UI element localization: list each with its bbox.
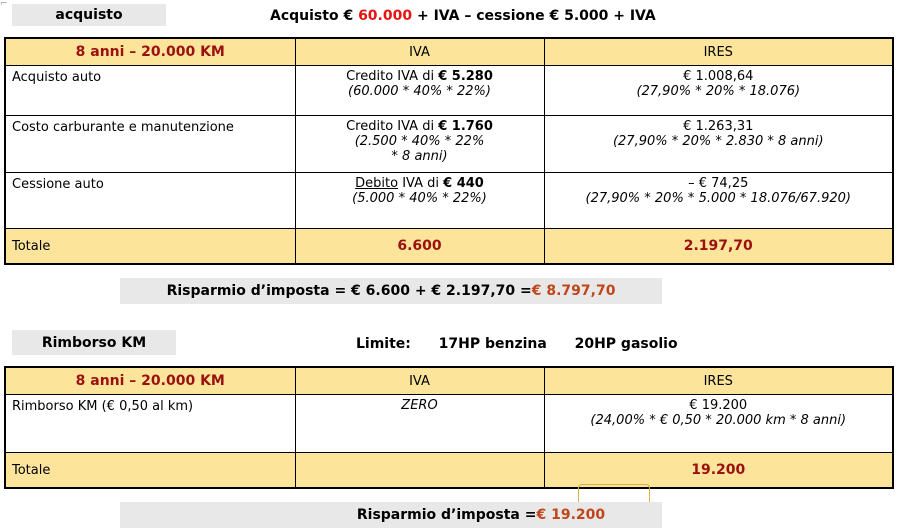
highlight-bracket (578, 484, 650, 503)
headline-suffix: + IVA – cessione € 5.000 + IVA (412, 8, 656, 24)
ires-cell (544, 116, 893, 173)
headline-price: 60.000 (358, 8, 413, 24)
header-period: 8 anni – 20.000 KM (5, 38, 295, 66)
iva-cell (295, 173, 544, 229)
savings-acquisto (120, 278, 662, 304)
table-row (5, 395, 893, 453)
limit-gasolio: 20HP gasolio (574, 336, 678, 352)
table-header-row (5, 367, 893, 395)
ires-note: (27,90% * 20% * 18.076) (636, 84, 801, 99)
iva-note: (2.500 * 40% * 22% (354, 134, 485, 149)
table-total-row (5, 453, 893, 489)
iva-amount: € 5.280 (438, 69, 493, 84)
section-label-acquisto: acquisto (12, 4, 166, 26)
total-iva: 6.600 (295, 229, 544, 265)
headline-prefix: Acquisto € (270, 8, 359, 24)
savings-text: Risparmio d’imposta = (356, 507, 537, 523)
row-label: Acquisto auto (5, 66, 295, 116)
header-ires: IRES (544, 38, 893, 66)
header-period: 8 anni – 20.000 KM (5, 367, 295, 395)
row-label: Rimborso KM (€ 0,50 al km) (5, 395, 295, 453)
section-label-rimborso: Rimborso KM (12, 330, 176, 355)
row-label: Cessione auto (5, 173, 295, 229)
limit-line (356, 336, 678, 352)
header-iva: IVA (295, 38, 544, 66)
corner-mark: ⌐ (0, 0, 8, 9)
iva-prefix: Credito IVA di (346, 119, 439, 134)
header-iva: IVA (295, 367, 544, 395)
table-total-row (5, 229, 893, 265)
savings-value: € 8.797,70 (531, 283, 616, 299)
table-row (5, 66, 893, 116)
header-ires: IRES (544, 367, 893, 395)
iva-cell: ZERO (295, 395, 544, 453)
total-label: Totale (5, 453, 295, 489)
ires-cell (544, 66, 893, 116)
table-acquisto (4, 37, 894, 265)
iva-note: (60.000 * 40% * 22%) (348, 84, 491, 99)
iva-prefix-underlined: Debito (355, 176, 399, 191)
ires-amount: € 1.008,64 (683, 69, 754, 84)
iva-amount: € 440 (443, 176, 484, 191)
limit-benzina: 17HP benzina (438, 336, 547, 352)
savings-value: € 19.200 (536, 507, 606, 523)
iva-amount: € 1.760 (438, 119, 493, 134)
iva-prefix: IVA di (398, 176, 444, 191)
ires-cell (544, 395, 893, 453)
ires-amount: € 1.263,31 (683, 119, 754, 134)
table-header-row (5, 38, 893, 66)
iva-note: * 8 anni) (391, 149, 448, 164)
table-row (5, 116, 893, 173)
iva-cell (295, 116, 544, 173)
ires-note: (24,00% * € 0,50 * 20.000 km * 8 anni) (590, 413, 847, 428)
table-rimborso (4, 366, 894, 489)
limit-label: Limite: (356, 336, 411, 352)
ires-amount: € 19.200 (689, 398, 748, 413)
savings-text: Risparmio d’imposta = € 6.600 + € 2.197,70 = (166, 283, 532, 299)
total-label: Totale (5, 229, 295, 265)
total-ires: 2.197,70 (544, 229, 893, 265)
ires-cell (544, 173, 893, 229)
table-row (5, 173, 893, 229)
total-ires: 19.200 (544, 453, 893, 489)
total-iva (295, 453, 544, 489)
headline-acquisto (270, 8, 656, 24)
savings-rimborso (120, 502, 662, 528)
iva-cell (295, 66, 544, 116)
row-label: Costo carburante e manutenzione (5, 116, 295, 173)
ires-note: (27,90% * 20% * 5.000 * 18.076/67.920) (585, 191, 851, 206)
iva-note: (5.000 * 40% * 22%) (352, 191, 487, 206)
ires-amount: – € 74,25 (688, 176, 749, 191)
ires-note: (27,90% * 20% * 2.830 * 8 anni) (612, 134, 824, 149)
iva-prefix: Credito IVA di (346, 69, 439, 84)
